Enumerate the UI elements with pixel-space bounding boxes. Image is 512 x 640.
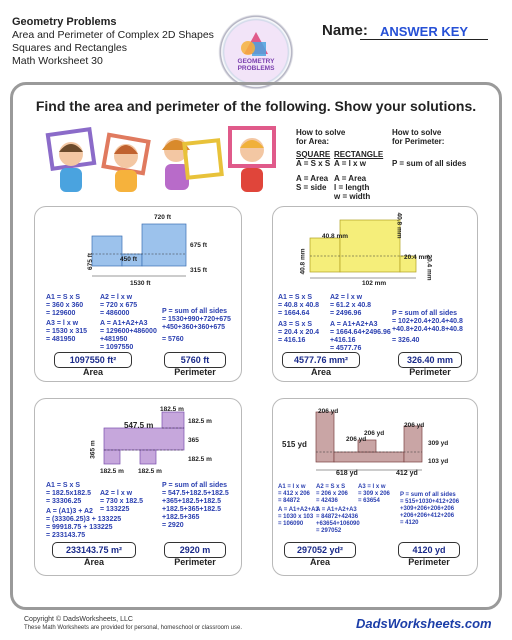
p2-perimeter-calc [392,310,463,345]
p4-line: = 4120 [400,520,419,526]
p1-line: = 1530+990+720+675 [162,316,231,323]
p4-line: = 42436 [316,498,338,504]
p3-dim-right-1: 182.5 m [188,418,212,425]
p2-line: = 1664.64 [278,310,310,317]
rectangle-key [334,174,370,201]
p3-line: = 133225 [100,506,130,513]
p2-line: = 2496.96 [330,310,362,317]
p4-dim-top-3: 206 yd [364,430,385,437]
p4-line: = 412 x 206 [278,491,310,497]
p1-line: = 360 x 360 [46,302,84,309]
p1-line: A3 = l x w [46,320,79,327]
p4-line: A3 = l x w [358,484,386,490]
p4-line: A = A1+A2+A3 [278,507,319,513]
p4-perimeter-answer: 4120 yd [398,542,460,558]
p3-line: = 233143.75 [46,532,86,539]
p2-line: = 61.2 x 40.8 [330,302,372,309]
p2-line: +416.16 [330,337,356,344]
child-1 [48,129,94,192]
p1-dim-bottom: 1530 ft [130,280,151,287]
p4-line: = 84872+42436 [316,514,359,520]
problem-1-figure [76,214,206,286]
logo-text-2: PROBLEMS [237,65,275,72]
p4-dim-top-4: 206 yd [404,422,425,429]
copyright: Copyright © DadsWorksheets, LLC [24,616,133,623]
p4-line: = 63654 [358,498,380,504]
name-label: Name: [322,22,368,39]
p4-dim-bottom-1: 618 yd [336,470,358,477]
p2-dim-right-top: 20.4 mm [404,254,431,261]
answer-key-field[interactable]: ANSWER KEY [360,24,488,40]
p4-line: = 106090 [278,521,304,527]
p2-line: A2 = l x w [330,294,363,301]
p4-line: = 1030 x 103 [278,514,314,520]
p3-line: = 730 x 182.5 [100,498,144,505]
p2-dim-top: 40.8 mm [322,233,349,240]
p3-line: +182.5+365+182.5 [162,506,221,513]
rectangle-formula-text: A = l x w [334,159,366,168]
p4-dim-bottom-2: 412 yd [396,470,418,477]
p1-area-calc-a [46,294,87,344]
p1-dim-right: 675 ft [190,242,207,249]
how-perim-head-1: How to solve [392,128,442,137]
p1-line: = 129600+486000 [100,328,157,335]
p4-line: P = sum of all sides [400,492,456,498]
p1-dim-top: 720 ft [154,214,171,221]
child-2 [104,135,149,192]
p3-dim-right-2: 365 [188,437,199,444]
p2-line: A = A1+A2+A3 [330,321,378,328]
p4-perimeter-calc [400,492,459,527]
p2-line: A1 = S x S [278,294,313,301]
p4-area-label: Area [309,557,330,567]
p3-line: = 33306.25 [46,498,82,505]
p3-line: +182.5+365 [162,514,200,521]
p1-line: +450+360+360+675 [162,324,226,331]
p1-line: = 486000 [100,310,130,317]
p2-line: P = sum of all sides [392,310,458,317]
p2-line: = 416.16 [278,337,306,344]
p3-dim-left: 365 m [89,440,97,459]
p1-line: = 1530 x 315 [46,328,88,335]
p2-line: = 1664.64+2496.96 [330,329,391,336]
p3-line: A1 = S x S [46,482,81,489]
p2-dim-bottom: 102 mm [362,280,387,287]
header-number: Math Worksheet 30 [12,55,103,67]
p3-line: = (33306.25)3 + 133225 [46,516,122,523]
p3-dim-right-3: 182.5 m [188,456,212,463]
p1-dim-left: 675 ft [86,253,94,270]
p4-dim-left: 515 yd [282,440,307,449]
key-area: A = Area [296,174,329,183]
p2-line: = 20.4 x 20.4 [278,329,320,336]
p3-line: A = (A1)3 + A2 [46,508,93,515]
p1-dim-right-bottom: 315 ft [190,267,207,274]
p1-line: A2 = l x w [100,294,133,301]
p3-line: = 547.5+182.5+182.5 [162,490,229,497]
p3-dim-mid: 547.5 m [124,421,154,430]
p3-area-answer: 233143.75 m² [52,542,136,558]
how-to-area [296,128,345,146]
p3-line: P = sum of all sides [162,482,228,489]
problem-4-figure [308,406,434,478]
footer [24,615,242,633]
p2-line: = 326.40 [392,337,420,344]
p2-perimeter-label: Perimeter [409,367,451,377]
p1-perimeter-answer: 5760 ft [164,352,226,368]
p1-perimeter-calc [162,308,231,344]
p2-dim-right: 40.8 mm [395,212,403,239]
square-formula [296,150,330,168]
p1-line: +481950 [100,336,128,343]
p3-line: = 2920 [162,522,184,529]
worksheet-header [12,16,214,68]
key-area-2: A = Area [334,174,367,183]
p3-line: = 99918.75 + 133225 [46,524,113,531]
header-subtitle: Area and Perimeter of Complex 2D Shapes [12,29,214,41]
p4-area-calc-c [358,484,390,505]
perimeter-formula: P = sum of all sides [392,159,467,168]
p2-line: = 102+20.4+20.4+40.8 [392,318,463,325]
p4-line: +309+206+206+206 [400,506,455,512]
p2-dim-left: 40.8 mm [299,248,307,275]
p1-line: A = A1+A2+A3 [100,320,148,327]
p1-area-calc-b [100,294,157,352]
header-title: Geometry Problems [12,16,117,28]
p4-line: +63654+106090 [316,521,360,527]
square-key [296,174,328,192]
p4-area-calc-b [316,484,360,535]
p4-line: +206+206+412+206 [400,513,455,519]
how-to-perimeter [392,128,466,168]
p3-dim-bottom-1: 182.5 m [100,468,124,475]
p2-dim-right-side: 20.4 mm [425,254,433,281]
p1-line: P = sum of all sides [162,308,228,315]
p2-area-calc-b [330,294,391,353]
p3-perimeter-label: Perimeter [174,557,216,567]
p4-dim-top-2: 206 yd [346,436,367,443]
p1-perimeter-label: Perimeter [174,367,216,377]
p3-line: A2 = l x w [100,490,133,497]
p2-area-label: Area [310,367,331,377]
p4-dim-right-bottom: 103 yd [428,458,449,465]
p4-line: A1 = l x w [278,484,306,490]
p4-line: A = A1+A2+A3 [316,507,357,513]
geometry-problems-logo [218,14,294,90]
key-side: S = side [296,183,327,192]
how-area-head-2: for Area: [296,137,330,146]
p1-area-answer: 1097550 ft² [54,352,132,368]
p1-dim-mid: 450 ft [120,256,137,263]
p1-line: = 129600 [46,310,76,317]
p4-line: = 297052 [316,528,342,534]
p2-area-answer: 4577.76 mm² [282,352,360,368]
p2-area-calc-a [278,294,319,345]
problem-2-figure [296,214,436,284]
children-illustration [44,124,294,194]
p1-area-label: Area [82,367,103,377]
p2-line: A3 = S x S [278,321,313,328]
p3-perimeter-calc [162,482,229,530]
square-formula-text: A = S x S [296,159,331,168]
p3-line: = 182.5x182.5 [46,490,91,497]
p4-line: = 309 x 206 [358,491,390,497]
key-length: l = length [334,183,370,192]
p3-area-label: Area [83,557,104,567]
rectangle-formula [334,150,383,168]
how-area-head-1: How to solve [296,128,346,137]
problem-3-figure [96,406,196,476]
p1-line: = 5760 [162,336,184,343]
p1-line: = 720 x 675 [100,302,138,309]
p4-dim-top-1: 206 yd [318,408,339,415]
p1-line: = 481950 [46,336,76,343]
p3-line: +365+182.5+182.5 [162,498,221,505]
p2-line: +40.8+20.4+40.8+40.8 [392,326,463,333]
usage-note: These Math Worksheets are provided for personal, homeschool or classroom use. [24,625,242,631]
instructions: Find the area and perimeter of the following. Show your solutions. [35,98,477,114]
rectangle-heading: RECTANGLE [334,150,384,159]
p2-line: = 4577.76 [330,345,362,352]
p4-perimeter-label: Perimeter [408,557,450,567]
p4-area-answer: 297052 yd² [284,542,356,558]
header-topic: Squares and Rectangles [12,42,127,54]
p3-dim-top: 182.5 m [160,406,184,413]
square-heading: SQUARE [296,150,331,159]
p3-area-calc-b [100,490,143,514]
p1-line: A1 = S x S [46,294,81,301]
logo-text-1: GEOMETRY [237,58,275,65]
key-width: w = width [334,192,371,201]
how-perim-head-2: for Perimeter: [392,137,445,146]
p4-line: = 84872 [278,498,300,504]
brand-logo[interactable]: DadsWorksheets.com [356,616,492,631]
p4-dim-right: 309 yd [428,440,449,447]
child-3 [162,138,222,190]
p3-dim-bottom-2: 182.5 m [138,468,162,475]
p3-perimeter-answer: 2920 m [164,542,226,558]
p4-line: A2 = S x S [316,484,346,490]
p4-line: = 206 x 206 [316,491,348,497]
p2-line: = 40.8 x 40.8 [278,302,320,309]
p4-line: = 515+1030+412+206 [400,499,460,505]
p1-line: = 1097550 [100,344,134,351]
p2-perimeter-answer: 326.40 mm [398,352,462,368]
p4-area-calc-a [278,484,319,528]
child-4 [230,128,274,192]
